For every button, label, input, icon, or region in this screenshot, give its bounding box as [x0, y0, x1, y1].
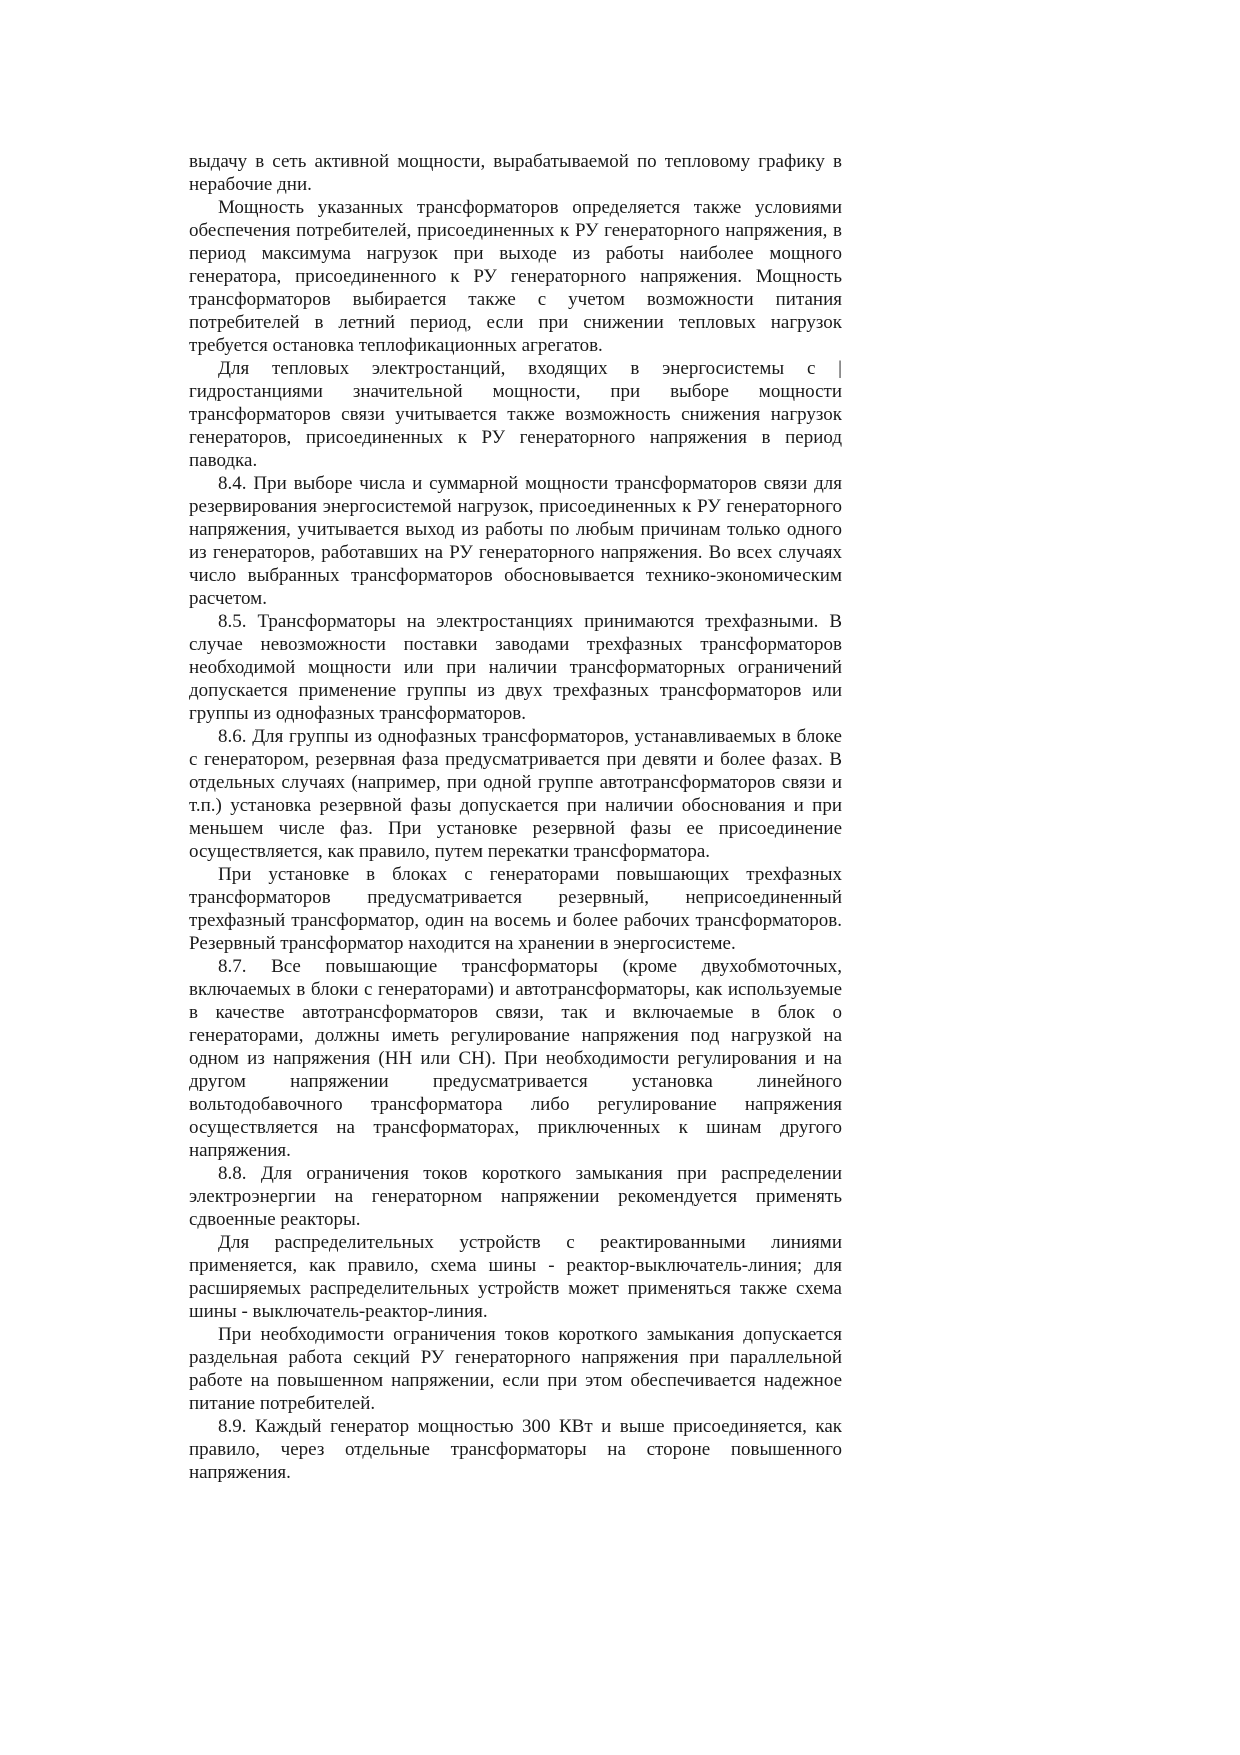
document-page: [189, 150, 842, 1484]
paragraph-reserve-transformer: При установке в блоках с генераторами повышающих трехфазных трансформаторов предусматривается резервный, неприсоединенный трехфазный трансформатор, один на восемь и более рабочих трансформаторов. Резервный трансформатор находится на хранении в энергосистеме.: [189, 864, 842, 954]
paragraph-8-9: 8.9. Каждый генератор мощностью 300 КВт и выше присоединяется, как правило, через отдельные трансформаторы на стороне повышенного напряжения.: [189, 1416, 842, 1483]
paragraph-8-8: 8.8. Для ограничения токов короткого замыкания при распределении электроэнергии на генераторном напряжении рекомендуется применять сдвоенные реакторы.: [189, 1163, 842, 1230]
paragraph-transformer-power: Мощность указанных трансформаторов определяется также условиями обеспечения потребителей, присоединенных к РУ генераторного напряжения, в период максимума нагрузок при выходе из работы наиболее мощного генератора, присоединенного к РУ генераторного напряжения. Мощность трансформаторов выбирается также с учетом возможности питания потребителей в летний период, если при снижении тепловых нагрузок требуется остановка теплофикационных агрегатов.: [189, 197, 842, 356]
paragraph-8-4: 8.4. При выборе числа и суммарной мощности трансформаторов связи для резервирования энергосистемой нагрузок, присоединенных к РУ генераторного напряжения, учитывается выход из работы по любым причинам только одного из генераторов, работавших на РУ генераторного напряжения. Во всех случаях число выбранных трансформаторов обосновывается технико-экономическим расчетом.: [189, 473, 842, 609]
paragraph-8-7: 8.7. Все повышающие трансформаторы (кроме двухобмоточных, включаемых в блоки с генераторами) и автотрансформаторы, как используемые в качестве автотрансформаторов связи, так и включаемые в блок о генераторами, должны иметь регулирование напряжения под нагрузкой на одном из напряжения (НН или СН). При необходимости регулирования и на другом напряжении предусматривается установка линейного вольтодобавочного трансформатора либо регулирование напряжения осуществляется на трансформаторах, приключенных к шинам другого напряжения.: [189, 956, 842, 1161]
paragraph-hydro-flood: Для тепловых электростанций, входящих в энергосистемы с | гидростанциями значительной мощности, при выборе мощности трансформаторов связи учитывается также возможность снижения нагрузок генераторов, присоединенных к РУ генераторного напряжения в период паводка.: [189, 358, 842, 471]
paragraph-8-5: 8.5. Трансформаторы на электростанциях принимаются трехфазными. В случае невозможности поставки заводами трехфазных трансформаторов необходимой мощности или при наличии трансформаторных ограничений допускается применение группы из двух трехфазных трансформаторов или группы из однофазных трансформаторов.: [189, 611, 842, 724]
paragraph-continuation: выдачу в сеть активной мощности, вырабатываемой по тепловому графику в нерабочие дни.: [189, 151, 842, 195]
paragraph-reactor-schemes: Для распределительных устройств с реактированными линиями применяется, как правило, схема шины - реактор-выключатель-линия; для расширяемых распределительных устройств может применяться также схема шины - выключатель-реактор-линия.: [189, 1232, 842, 1322]
paragraph-section-separation: При необходимости ограничения токов короткого замыкания допускается раздельная работа секций РУ генераторного напряжения при параллельной работе на повышенном напряжении, если при этом обеспечивается надежное питание потребителей.: [189, 1324, 842, 1414]
paragraph-8-6: 8.6. Для группы из однофазных трансформаторов, устанавливаемых в блоке с генератором, резервная фаза предусматривается при девяти и более фазах. В отдельных случаях (например, при одной группе автотрансформаторов связи и т.п.) установка резервной фазы допускается при наличии обоснования и при меньшем числе фаз. При установке резервной фазы ее присоединение осуществляется, как правило, путем перекатки трансформатора.: [189, 726, 842, 862]
